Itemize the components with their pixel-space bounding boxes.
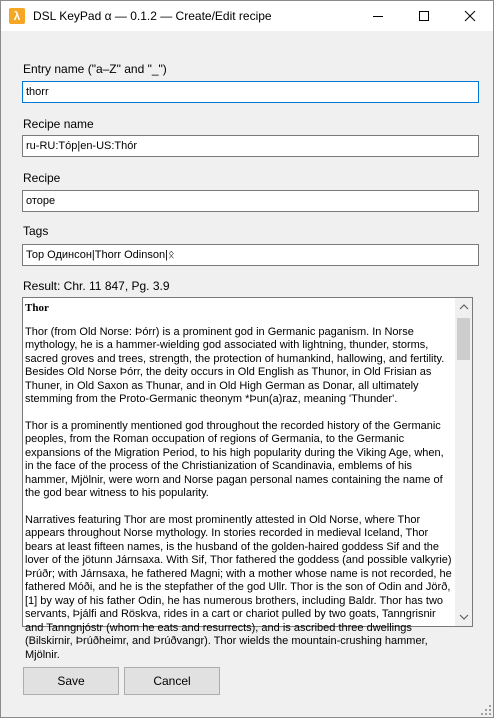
save-button[interactable]: Save — [23, 667, 119, 695]
cancel-button[interactable]: Cancel — [124, 667, 220, 695]
recipe-label: Recipe — [23, 171, 61, 185]
resize-grip-icon[interactable] — [481, 705, 491, 715]
window-title: DSL KeyPad α — 0.1.2 — Create/Edit recipe — [33, 9, 272, 23]
recipe-name-input[interactable] — [22, 135, 479, 157]
minimize-button[interactable] — [355, 1, 401, 31]
description-textbox[interactable] — [22, 297, 473, 661]
close-icon — [465, 11, 475, 21]
title-bar[interactable] — [1, 1, 493, 31]
recipe-input[interactable] — [22, 190, 479, 212]
app-lambda-icon: λ — [9, 8, 25, 24]
scroll-thumb[interactable] — [457, 318, 470, 360]
close-button[interactable] — [447, 1, 493, 31]
chevron-up-icon — [460, 304, 468, 309]
description-heading: Thor — [25, 302, 49, 314]
description-paragraph: Thor is a prominently mentioned god throughout the recorded history of the Germanic peoples, from the Roman occupation of regions of Germania, to the Germanic expansions of the Migration Period, to his high popularity during the Viking Age, when, in the face of the process of the Christianization of Scandinavia, emblems of his hammer, Mjölnir, were worn and Norse pagan personal names containing the name of the god bear witness to his popularity. — [25, 419, 444, 499]
tags-input[interactable] — [22, 244, 479, 266]
chevron-down-icon — [460, 615, 468, 620]
maximize-icon — [419, 11, 429, 21]
minimize-icon — [373, 11, 383, 21]
tags-label: Tags — [23, 224, 49, 238]
description-paragraph: Narratives featuring Thor are most prominently attested in Old Norse, where Thor appears throughout Norse mythology. In stories recorded in medieval Iceland, Thor bears at least fifteen names, is the husband of the golden-haired goddess Sif and the lover of the jötunn Járnsaxa. With Sif, Thor fathered the goddess (and possible valkyrie) Þrúðr; with Járnsaxa, he fathered Magni; with a mother whose name is not recorded, he fathered Móði, and he is the stepfather of the god Ullr. Thor is the son of Odin and Jörð,[1] by way of his father Odin, he has numerous brothers, including Baldr. Thor has two servants, Þjálfi and Röskva, rides in a cart or chariot pulled by two goats, Tanngrisnir and Tanngnjóstr (whom he eats and resurrects), and is ascribed three dwellings (Bilskirnir, Þrúðheimr, and Þrúðvangr). Thor wields the mountain-crushing hammer, Mjölnir. — [25, 513, 452, 661]
vertical-scrollbar[interactable] — [455, 298, 472, 626]
scroll-up-button[interactable] — [455, 298, 472, 315]
scroll-down-button[interactable] — [455, 609, 472, 626]
description-content — [25, 302, 453, 675]
entry-name-label: Entry name ("a–Z" and "_") — [23, 62, 167, 76]
maximize-button[interactable] — [401, 1, 447, 31]
description-paragraph: Thor (from Old Norse: Þórr) is a prominent god in Germanic paganism. In Norse mythology, he is a hammer-wielding god associated with lightning, thunder, storms, sacred groves and trees, strength, the protection of humankind, hallowing, and fertility. Besides Old Norse Þórr, the deity occurs in Old English as Thunor, in Old Frisian as Thuner, in Old Saxon as Thunar, and in Old High German as Donar, all ultimately stemming from the Proto-Germanic theonym *Þun(a)raz, meaning 'Thunder'. — [25, 325, 445, 405]
entry-name-input[interactable] — [22, 81, 479, 103]
result-text: Result: Chr. 11 847, Pg. 3.9 — [23, 279, 170, 293]
recipe-name-label: Recipe name — [23, 117, 94, 131]
